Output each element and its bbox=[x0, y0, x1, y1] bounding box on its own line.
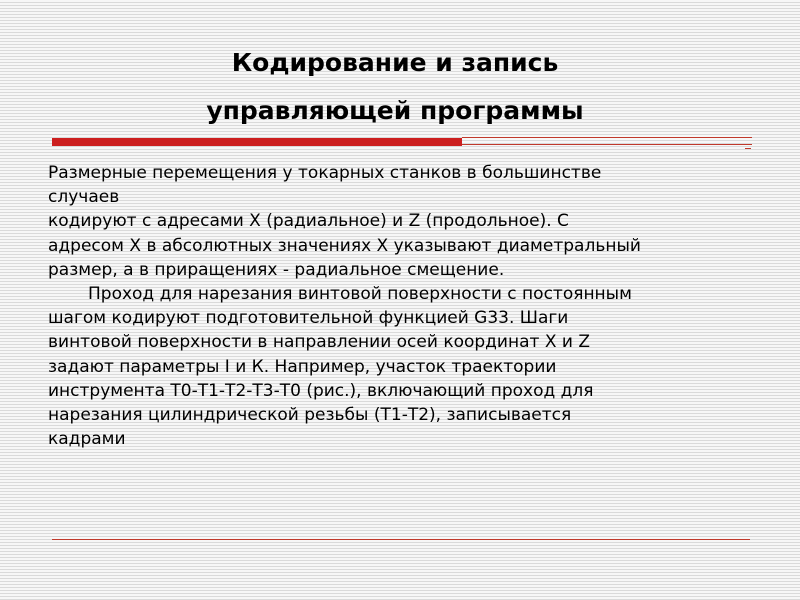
body-line: задают параметры I и К. Например, участок траектории bbox=[48, 356, 557, 377]
body-line: шагом кодируют подготовительной функцией G33. Шаги bbox=[48, 308, 569, 329]
title-thin-line-lower bbox=[462, 144, 752, 145]
slide-title-line-2: управляющей программы bbox=[206, 96, 584, 125]
footer-thin-line bbox=[52, 539, 750, 540]
body-line: кодируют с адресами X (радиальное) и Z (продольное). С bbox=[48, 211, 569, 232]
body-line: нарезания цилиндрической резьбы (Т1-Т2), записывается bbox=[48, 405, 572, 426]
title-thin-line-upper bbox=[462, 137, 752, 138]
title-accent-bar bbox=[52, 138, 462, 146]
body-text bbox=[48, 161, 760, 451]
body-line: кадрами bbox=[48, 429, 126, 450]
body-line: адресом X в абсолютных значениях X указывают диаметральный bbox=[48, 235, 641, 256]
body-line: инструмента Т0-Т1-Т2-Т3-Т0 (рис.), включающий проход для bbox=[48, 380, 594, 401]
body-line: Размерные перемещения у токарных станков в большинстве bbox=[48, 163, 602, 183]
body-line-paragraph-start: Проход для нарезания винтовой поверхности с постоянным bbox=[88, 284, 632, 305]
slide-title-line-1: Кодирование и запись bbox=[231, 48, 559, 77]
body-line: размер, а в приращениях - радиальное смещение. bbox=[48, 259, 505, 280]
body-line: винтовой поверхности в направлении осей координат X и Z bbox=[48, 332, 590, 353]
title-thin-line-end-mark bbox=[745, 148, 751, 149]
body-line: случаев bbox=[48, 187, 120, 208]
